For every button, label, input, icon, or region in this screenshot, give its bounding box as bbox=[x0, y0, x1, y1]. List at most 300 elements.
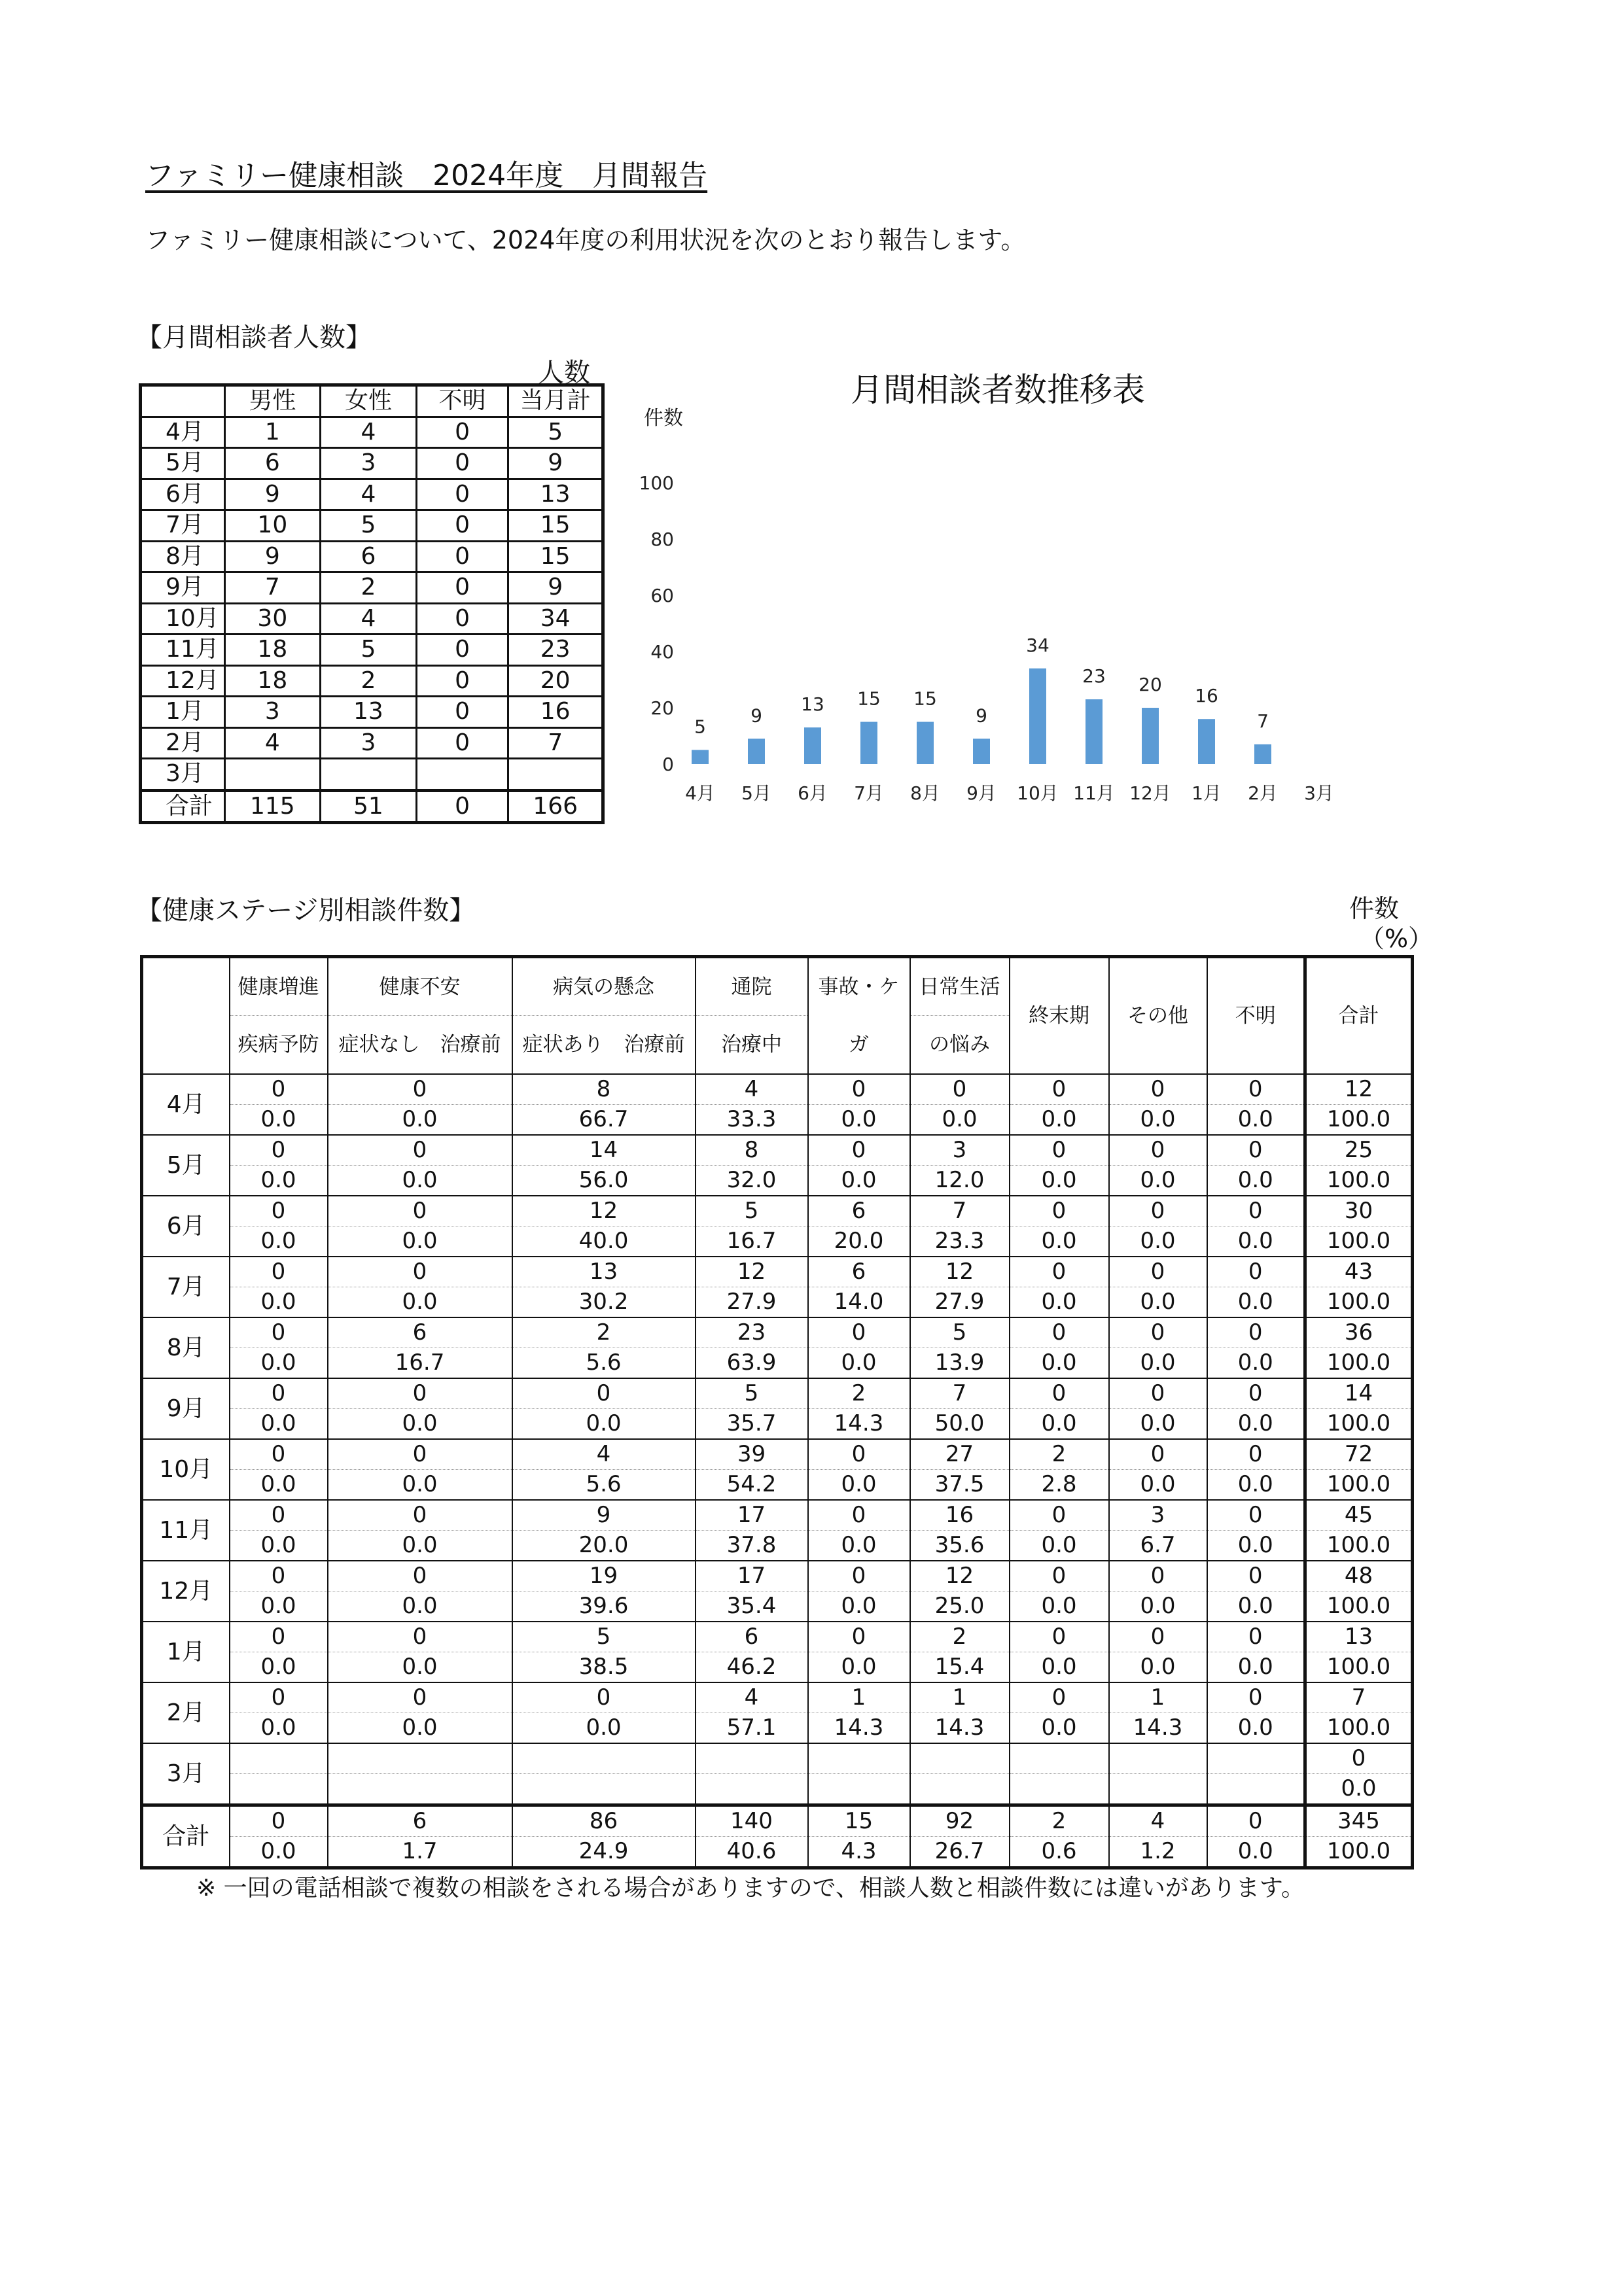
y-tick-label: 60 bbox=[650, 585, 674, 606]
stage-percent-cell: 0.0 bbox=[808, 1348, 910, 1379]
data-label: 13 bbox=[801, 693, 824, 716]
monthly-month-cell: 2月 bbox=[141, 727, 225, 759]
stage-month-cell: 9月 bbox=[142, 1378, 230, 1439]
stage-count-cell: 0 bbox=[328, 1682, 512, 1713]
monthly-row bbox=[141, 603, 603, 635]
stage-count-cell: 0 bbox=[1010, 1135, 1109, 1166]
stage-percent-cell: 37.5 bbox=[910, 1470, 1010, 1501]
monthly-value-cell: 13 bbox=[508, 479, 603, 510]
data-label: 23 bbox=[1082, 665, 1106, 687]
stage-count-cell: 2 bbox=[512, 1317, 696, 1348]
stage-percent-cell: 0.0 bbox=[230, 1105, 328, 1136]
stage-percent-cell: 54.2 bbox=[696, 1470, 808, 1501]
stage-percent-cell: 63.9 bbox=[696, 1348, 808, 1379]
footnote: ※ 一回の電話相談で複数の相談をされる場合がありますので、相談人数と相談件数には違いがあります。 bbox=[196, 1875, 1305, 1902]
stage-count-cell: 0 bbox=[1109, 1378, 1207, 1409]
monthly-sum-label: 合計 bbox=[141, 790, 225, 823]
monthly-value-cell: 0 bbox=[416, 541, 508, 572]
stage-percent-cell: 0.0 bbox=[328, 1652, 512, 1683]
stage-count-cell: 0 bbox=[230, 1196, 328, 1226]
stage-count-cell: 0 bbox=[808, 1074, 910, 1105]
stage-count-cell: 0 bbox=[230, 1317, 328, 1348]
stage-percent-cell: 5.6 bbox=[512, 1470, 696, 1501]
monthly-row bbox=[141, 448, 603, 479]
stage-count-cell: 0 bbox=[512, 1682, 696, 1713]
monthly-value-cell: 18 bbox=[224, 635, 321, 666]
monthly-value-cell: 15 bbox=[508, 510, 603, 542]
monthly-sum-cell: 0 bbox=[416, 790, 508, 823]
stage-header-cell: 健康不安 bbox=[328, 957, 512, 1016]
stage-count-cell: 72 bbox=[1305, 1439, 1413, 1470]
stage-percent-cell: 0.0 bbox=[230, 1226, 328, 1257]
stage-percent-cell: 0.0 bbox=[1207, 1287, 1305, 1318]
stage-count-cell: 12 bbox=[1305, 1074, 1413, 1105]
stage-percent-cell: 100.0 bbox=[1305, 1166, 1413, 1196]
y-tick-label: 20 bbox=[650, 697, 674, 719]
stage-percent-cell: 35.4 bbox=[696, 1592, 808, 1622]
stage-percent-cell: 0.0 bbox=[1010, 1592, 1109, 1622]
stage-count-cell: 4 bbox=[696, 1074, 808, 1105]
stage-percent-cell: 0.0 bbox=[1010, 1652, 1109, 1683]
monthly-value-cell: 0 bbox=[416, 665, 508, 697]
stage-percent-cell: 100.0 bbox=[1305, 1713, 1413, 1744]
stage-count-cell: 2 bbox=[910, 1622, 1010, 1652]
stage-percent-cell: 0.0 bbox=[910, 1105, 1010, 1136]
data-label: 9 bbox=[750, 704, 762, 727]
stage-percent-cell bbox=[328, 1774, 512, 1805]
stage-count-row bbox=[142, 1500, 1413, 1531]
monthly-value-cell: 23 bbox=[508, 635, 603, 666]
monthly-count-table bbox=[139, 383, 605, 824]
bar bbox=[860, 722, 877, 765]
stage-percent-row bbox=[142, 1105, 1413, 1136]
stage-count-cell: 43 bbox=[1305, 1257, 1413, 1287]
monthly-header-cell bbox=[141, 385, 225, 417]
stage-count-cell: 6 bbox=[808, 1257, 910, 1287]
stage-percent-cell: 30.2 bbox=[512, 1287, 696, 1318]
stage-percent-cell bbox=[910, 1774, 1010, 1805]
stage-count-cell: 23 bbox=[696, 1317, 808, 1348]
stage-percent-cell: 12.0 bbox=[910, 1166, 1010, 1196]
stage-sum-count-row bbox=[142, 1805, 1413, 1837]
chart-y-axis-label: 件数 bbox=[644, 407, 683, 430]
monthly-value-cell: 9 bbox=[508, 448, 603, 479]
stage-count-row bbox=[142, 1743, 1413, 1774]
stage-percent-cell: 4.3 bbox=[808, 1837, 910, 1868]
stage-percent-cell: 40.6 bbox=[696, 1837, 808, 1868]
stage-count-cell bbox=[910, 1743, 1010, 1774]
stage-percent-cell: 16.7 bbox=[696, 1226, 808, 1257]
stage-percent-cell: 13.9 bbox=[910, 1348, 1010, 1379]
stage-count-cell: 0 bbox=[328, 1561, 512, 1592]
stage-count-cell: 0 bbox=[328, 1622, 512, 1652]
stage-percent-cell bbox=[808, 1774, 910, 1805]
stage-count-cell: 0 bbox=[230, 1378, 328, 1409]
stage-count-cell: 0 bbox=[230, 1622, 328, 1652]
stage-percent-cell: 20.0 bbox=[808, 1226, 910, 1257]
x-tick-label: 6月 bbox=[798, 782, 828, 804]
stage-percent-cell: 38.5 bbox=[512, 1652, 696, 1683]
stage-percent-cell bbox=[1010, 1774, 1109, 1805]
stage-count-cell: 30 bbox=[1305, 1196, 1413, 1226]
stage-percent-cell: 26.7 bbox=[910, 1837, 1010, 1868]
stage-count-cell: 0 bbox=[230, 1074, 328, 1105]
x-tick-label: 3月 bbox=[1304, 782, 1334, 804]
stage-percent-cell: 1.7 bbox=[328, 1837, 512, 1868]
stage-count-cell: 0 bbox=[1109, 1622, 1207, 1652]
stage-count-cell: 0 bbox=[1010, 1196, 1109, 1226]
stage-percent-cell: 0.0 bbox=[1109, 1226, 1207, 1257]
stage-count-cell: 0 bbox=[1207, 1196, 1305, 1226]
stage-percent-cell: 0.0 bbox=[1010, 1287, 1109, 1318]
stage-count-cell: 0 bbox=[808, 1439, 910, 1470]
bar bbox=[804, 727, 821, 764]
stage-percent-row bbox=[142, 1409, 1413, 1440]
monthly-value-cell: 10 bbox=[224, 510, 321, 542]
stage-percent-cell bbox=[696, 1774, 808, 1805]
monthly-sum-cell: 115 bbox=[224, 790, 321, 823]
monthly-month-cell: 8月 bbox=[141, 541, 225, 572]
stage-percent-cell: 40.0 bbox=[512, 1226, 696, 1257]
stage-percent-cell: 0.0 bbox=[230, 1531, 328, 1561]
monthly-value-cell: 0 bbox=[416, 635, 508, 666]
stage-count-cell: 0 bbox=[1207, 1074, 1305, 1105]
stage-count-cell: 0 bbox=[328, 1074, 512, 1105]
stage-month-cell: 12月 bbox=[142, 1561, 230, 1622]
stage-percent-cell: 27.9 bbox=[910, 1287, 1010, 1318]
stage-percent-cell: 0.0 bbox=[1207, 1592, 1305, 1622]
stage-month-cell: 7月 bbox=[142, 1257, 230, 1317]
stage-percent-cell: 0.0 bbox=[1109, 1592, 1207, 1622]
stage-count-cell: 2 bbox=[808, 1378, 910, 1409]
monthly-month-cell: 3月 bbox=[141, 759, 225, 791]
stage-count-cell: 0 bbox=[1010, 1682, 1109, 1713]
stage-percent-cell: 0.0 bbox=[1207, 1531, 1305, 1561]
data-label: 16 bbox=[1195, 685, 1218, 707]
monthly-month-cell: 9月 bbox=[141, 572, 225, 604]
data-label: 9 bbox=[976, 704, 987, 727]
stage-count-cell: 3 bbox=[1109, 1500, 1207, 1531]
stage-count-cell: 0 bbox=[808, 1135, 910, 1166]
x-tick-label: 7月 bbox=[854, 782, 884, 804]
stage-count-cell: 0 bbox=[230, 1135, 328, 1166]
monthly-value-cell: 18 bbox=[224, 665, 321, 697]
stage-count-cell: 12 bbox=[696, 1257, 808, 1287]
stage-percent-cell: 0.0 bbox=[1207, 1105, 1305, 1136]
monthly-month-cell: 4月 bbox=[141, 417, 225, 448]
stage-month-cell: 2月 bbox=[142, 1682, 230, 1743]
stage-percent-cell: 27.9 bbox=[696, 1287, 808, 1318]
stage-count-cell: 0 bbox=[1010, 1378, 1109, 1409]
stage-count-cell: 19 bbox=[512, 1561, 696, 1592]
stage-percent-cell: 0.0 bbox=[1207, 1713, 1305, 1744]
stage-header-cell: 不明 bbox=[1207, 957, 1305, 1075]
stage-count-cell: 0 bbox=[1010, 1500, 1109, 1531]
x-tick-label: 12月 bbox=[1129, 782, 1171, 804]
monthly-value-cell: 3 bbox=[321, 448, 417, 479]
stage-count-cell: 6 bbox=[328, 1317, 512, 1348]
stage-count-row bbox=[142, 1622, 1413, 1652]
stage-count-cell: 0 bbox=[808, 1561, 910, 1592]
stage-header-cell: 合計 bbox=[1305, 957, 1413, 1075]
x-tick-label: 2月 bbox=[1248, 782, 1278, 804]
stage-count-cell: 0 bbox=[328, 1500, 512, 1531]
stage-percent-cell: 0.0 bbox=[512, 1713, 696, 1744]
chart-title: 月間相談者数推移表 bbox=[851, 371, 1145, 409]
stage-count-cell: 0 bbox=[1305, 1743, 1413, 1774]
stage-percent-cell: 100.0 bbox=[1305, 1226, 1413, 1257]
stage-percent-cell: 39.6 bbox=[512, 1592, 696, 1622]
data-label: 5 bbox=[694, 716, 706, 738]
stage-count-cell: 0 bbox=[1109, 1257, 1207, 1287]
stage-percent-cell: 14.3 bbox=[808, 1409, 910, 1440]
data-label: 15 bbox=[913, 687, 937, 710]
stage-month-cell: 8月 bbox=[142, 1317, 230, 1378]
stage-count-cell bbox=[328, 1743, 512, 1774]
stage-count-cell: 0 bbox=[808, 1622, 910, 1652]
stage-sum-percent-row bbox=[142, 1837, 1413, 1868]
stage-count-cell: 0 bbox=[1109, 1196, 1207, 1226]
stage-count-cell: 1 bbox=[808, 1682, 910, 1713]
stage-percent-cell: 35.7 bbox=[696, 1409, 808, 1440]
stage-percent-cell: 0.0 bbox=[1109, 1470, 1207, 1501]
stage-percent-cell: 0.0 bbox=[230, 1592, 328, 1622]
monthly-sum-cell: 166 bbox=[508, 790, 603, 823]
stage-count-cell: 0 bbox=[1010, 1622, 1109, 1652]
stage-count-cell: 86 bbox=[512, 1805, 696, 1837]
stage-percent-cell: 0.0 bbox=[328, 1166, 512, 1196]
stage-percent-cell: 0.0 bbox=[1109, 1348, 1207, 1379]
stage-percent-cell: 100.0 bbox=[1305, 1592, 1413, 1622]
stage-percent-cell: 0.0 bbox=[1207, 1652, 1305, 1683]
y-tick-label: 40 bbox=[650, 641, 674, 663]
stage-percent-cell: 16.7 bbox=[328, 1348, 512, 1379]
stage-header-corner bbox=[142, 957, 230, 1075]
stage-percent-cell: 0.0 bbox=[512, 1409, 696, 1440]
stage-percent-cell: 0.0 bbox=[328, 1226, 512, 1257]
stage-count-cell bbox=[696, 1743, 808, 1774]
stage-percent-cell: 5.6 bbox=[512, 1348, 696, 1379]
stage-percent-cell: 23.3 bbox=[910, 1226, 1010, 1257]
stage-percent-cell: 46.2 bbox=[696, 1652, 808, 1683]
stage-count-cell: 4 bbox=[1109, 1805, 1207, 1837]
stage-count-cell: 0 bbox=[1207, 1500, 1305, 1531]
stage-percent-cell bbox=[512, 1774, 696, 1805]
stage-count-cell: 2 bbox=[1010, 1439, 1109, 1470]
stage-percent-cell: 66.7 bbox=[512, 1105, 696, 1136]
stage-percent-cell: 25.0 bbox=[910, 1592, 1010, 1622]
monthly-value-cell: 4 bbox=[321, 603, 417, 635]
data-label: 15 bbox=[857, 687, 881, 710]
stage-count-cell: 7 bbox=[910, 1378, 1010, 1409]
monthly-bar-chart bbox=[615, 392, 1368, 824]
health-stage-table bbox=[140, 955, 1414, 1870]
x-tick-label: 8月 bbox=[910, 782, 940, 804]
monthly-value-cell: 9 bbox=[224, 541, 321, 572]
stage-count-cell: 5 bbox=[696, 1378, 808, 1409]
stage-count-row bbox=[142, 1561, 1413, 1592]
bar bbox=[748, 739, 765, 764]
monthly-row bbox=[141, 479, 603, 510]
monthly-value-cell: 9 bbox=[508, 572, 603, 604]
monthly-value-cell bbox=[416, 759, 508, 791]
y-tick-label: 0 bbox=[662, 754, 674, 775]
stage-percent-row bbox=[142, 1287, 1413, 1318]
stage-header-subcell: 症状なし 治療前 bbox=[328, 1016, 512, 1074]
stage-count-row bbox=[142, 1135, 1413, 1166]
stage-percent-cell: 0.0 bbox=[1207, 1470, 1305, 1501]
monthly-value-cell: 7 bbox=[508, 727, 603, 759]
stage-month-cell: 4月 bbox=[142, 1074, 230, 1135]
stage-percent-cell: 0.0 bbox=[1010, 1348, 1109, 1379]
stage-count-cell bbox=[512, 1743, 696, 1774]
monthly-value-cell: 9 bbox=[224, 479, 321, 510]
monthly-value-cell: 5 bbox=[321, 635, 417, 666]
monthly-sum-row bbox=[141, 790, 603, 823]
monthly-row bbox=[141, 665, 603, 697]
stage-count-row bbox=[142, 1074, 1413, 1105]
monthly-value-cell: 3 bbox=[224, 697, 321, 728]
stage-count-cell: 36 bbox=[1305, 1317, 1413, 1348]
stage-count-cell: 39 bbox=[696, 1439, 808, 1470]
stage-percent-row bbox=[142, 1713, 1413, 1744]
monthly-value-cell: 5 bbox=[508, 417, 603, 448]
stage-count-cell: 0 bbox=[328, 1135, 512, 1166]
monthly-month-cell: 1月 bbox=[141, 697, 225, 728]
bar bbox=[973, 739, 990, 764]
stage-heading: 【健康ステージ別相談件数】 bbox=[136, 896, 476, 926]
stage-percent-cell: 0.0 bbox=[1207, 1226, 1305, 1257]
stage-percent-cell: 15.4 bbox=[910, 1652, 1010, 1683]
stage-count-cell: 0 bbox=[230, 1805, 328, 1837]
stage-count-cell: 6 bbox=[328, 1805, 512, 1837]
stage-count-cell: 0 bbox=[230, 1561, 328, 1592]
stage-percent-cell: 100.0 bbox=[1305, 1105, 1413, 1136]
monthly-value-cell: 5 bbox=[321, 510, 417, 542]
y-tick-label: 100 bbox=[639, 472, 674, 494]
stage-count-cell: 0 bbox=[1109, 1135, 1207, 1166]
bar bbox=[692, 750, 709, 765]
stage-percent-cell: 0.0 bbox=[230, 1348, 328, 1379]
stage-percent-cell: 0.0 bbox=[1010, 1166, 1109, 1196]
stage-count-cell: 0 bbox=[1207, 1805, 1305, 1837]
stage-percent-row bbox=[142, 1166, 1413, 1196]
stage-header-cell: その他 bbox=[1109, 957, 1207, 1075]
stage-percent-cell: 0.0 bbox=[230, 1713, 328, 1744]
stage-count-cell: 48 bbox=[1305, 1561, 1413, 1592]
stage-header-cell: 日常生活 bbox=[910, 957, 1010, 1016]
stage-count-cell bbox=[1207, 1743, 1305, 1774]
stage-count-cell: 9 bbox=[512, 1500, 696, 1531]
stage-count-cell: 0 bbox=[512, 1378, 696, 1409]
stage-percent-row bbox=[142, 1592, 1413, 1622]
stage-count-cell: 0 bbox=[1010, 1317, 1109, 1348]
stage-header-cell: 通院 bbox=[696, 957, 808, 1016]
stage-percent-cell: 0.0 bbox=[328, 1287, 512, 1318]
stage-month-cell: 5月 bbox=[142, 1135, 230, 1196]
stage-count-cell: 27 bbox=[910, 1439, 1010, 1470]
stage-count-cell: 0 bbox=[1109, 1317, 1207, 1348]
stage-percent-cell: 0.0 bbox=[328, 1592, 512, 1622]
stage-percent-row bbox=[142, 1226, 1413, 1257]
monthly-value-cell bbox=[508, 759, 603, 791]
monthly-row bbox=[141, 727, 603, 759]
stage-percent-row bbox=[142, 1774, 1413, 1805]
stage-percent-cell: 100.0 bbox=[1305, 1531, 1413, 1561]
monthly-value-cell: 16 bbox=[508, 697, 603, 728]
stage-count-cell: 0 bbox=[1207, 1622, 1305, 1652]
monthly-value-cell: 0 bbox=[416, 727, 508, 759]
stage-percent-cell: 0.0 bbox=[1207, 1348, 1305, 1379]
monthly-month-cell: 11月 bbox=[141, 635, 225, 666]
stage-count-cell: 0 bbox=[1010, 1561, 1109, 1592]
monthly-header-cell: 当月計 bbox=[508, 385, 603, 417]
stage-percent-cell: 56.0 bbox=[512, 1166, 696, 1196]
monthly-value-cell: 0 bbox=[416, 697, 508, 728]
stage-percent-cell: 0.0 bbox=[808, 1470, 910, 1501]
monthly-value-cell: 1 bbox=[224, 417, 321, 448]
stage-count-cell: 0 bbox=[230, 1682, 328, 1713]
stage-percent-cell: 0.0 bbox=[1010, 1105, 1109, 1136]
bar bbox=[1142, 708, 1159, 764]
stage-percent-cell: 0.0 bbox=[230, 1287, 328, 1318]
stage-header-row bbox=[142, 957, 1413, 1016]
stage-count-row bbox=[142, 1682, 1413, 1713]
stage-percent-cell: 0.0 bbox=[230, 1837, 328, 1868]
monthly-value-cell: 0 bbox=[416, 510, 508, 542]
monthly-month-cell: 7月 bbox=[141, 510, 225, 542]
monthly-value-cell bbox=[321, 759, 417, 791]
monthly-row bbox=[141, 417, 603, 448]
stage-percent-row bbox=[142, 1652, 1413, 1683]
stage-count-cell: 13 bbox=[1305, 1622, 1413, 1652]
monthly-value-cell: 13 bbox=[321, 697, 417, 728]
stage-count-cell: 14 bbox=[1305, 1378, 1413, 1409]
monthly-value-cell: 3 bbox=[321, 727, 417, 759]
stage-percent-cell: 100.0 bbox=[1305, 1409, 1413, 1440]
stage-count-cell: 0 bbox=[1207, 1682, 1305, 1713]
stage-percent-cell: 0.6 bbox=[1010, 1837, 1109, 1868]
stage-percent-cell: 0.0 bbox=[1207, 1837, 1305, 1868]
stage-header-cell: 病気の懸念 bbox=[512, 957, 696, 1016]
stage-percent-cell: 0.0 bbox=[1109, 1287, 1207, 1318]
stage-percent-cell: 33.3 bbox=[696, 1105, 808, 1136]
stage-count-cell: 12 bbox=[910, 1561, 1010, 1592]
monthly-month-cell: 6月 bbox=[141, 479, 225, 510]
monthly-row bbox=[141, 759, 603, 791]
stage-header-cell: 健康増進 bbox=[230, 957, 328, 1016]
bar bbox=[1198, 719, 1215, 764]
x-tick-label: 5月 bbox=[741, 782, 771, 804]
monthly-value-cell: 6 bbox=[224, 448, 321, 479]
bar bbox=[917, 722, 934, 765]
intro-text: ファミリー健康相談について、2024年度の利用状況を次のとおり報告します。 bbox=[145, 226, 1026, 254]
monthly-value-cell: 0 bbox=[416, 572, 508, 604]
stage-count-cell: 0 bbox=[1109, 1561, 1207, 1592]
monthly-month-cell: 12月 bbox=[141, 665, 225, 697]
monthly-row bbox=[141, 510, 603, 542]
stage-count-cell: 0 bbox=[328, 1257, 512, 1287]
monthly-header-row bbox=[141, 385, 603, 417]
stage-percent-cell bbox=[1109, 1774, 1207, 1805]
x-tick-label: 10月 bbox=[1017, 782, 1059, 804]
stage-percent-cell: 0.0 bbox=[1109, 1166, 1207, 1196]
stage-month-cell: 10月 bbox=[142, 1439, 230, 1500]
stage-count-cell: 0 bbox=[230, 1257, 328, 1287]
stage-percent-cell: 100.0 bbox=[1305, 1348, 1413, 1379]
stage-count-cell: 25 bbox=[1305, 1135, 1413, 1166]
stage-count-cell: 17 bbox=[696, 1561, 808, 1592]
